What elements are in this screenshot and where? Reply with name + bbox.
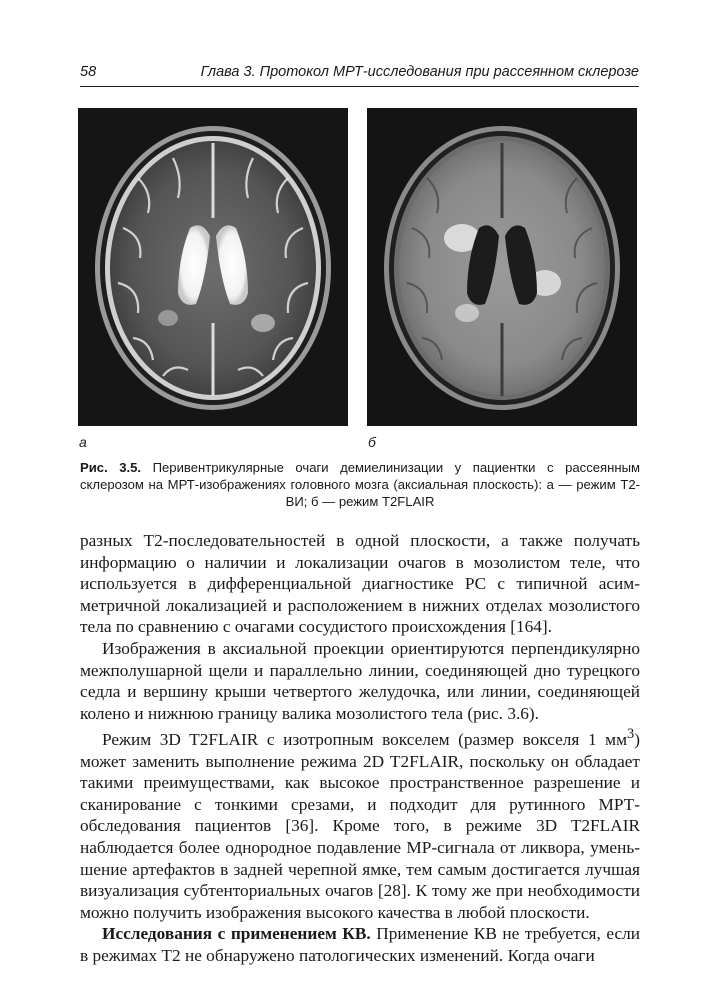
paragraph-3-part-1: Режим 3D T2FLAIR с изотропным вокселем (размер вокселя 1 мм bbox=[102, 730, 628, 750]
mri-image-flair bbox=[367, 108, 637, 426]
figure-panel-label-b: б bbox=[368, 434, 376, 450]
paragraph-4-heading: Исследования с применением КВ. bbox=[102, 924, 371, 944]
paragraph-2: Изображения в аксиальной проекции ориентируются перпендикулярно межполушарной щели и параллельно линии, соединяющей дно турецкого седла и вершину крыши четвертого желудочка, или линии, соединяющей колено и нижнюю границу валика мозолистого тела (рис. 3.6). bbox=[80, 638, 640, 723]
mri-flair-illustration bbox=[367, 108, 637, 426]
figure-panel-label-a: а bbox=[79, 434, 87, 450]
paragraph-4-text: Применение КВ не требуется, если в режимах T2 не обнаружено патологических изменений. Когда очаги bbox=[80, 924, 640, 966]
paragraph-3-part-2: ) может заменить выполнение режима 2D T2FLAIR, поскольку он обладает такими преимуществами, как высокое пространственное разрешение и сканирование с тонкими срезами, и подходит для рутинного МРТ-обследования пациентов [36]. Кроме того, в режиме 3D T2FLAIR наблюдается более однородное подавление МР-сигнала от ликвора, уменьшение артефактов в задней черепной ямке, тем самым достигается лучшая визуализация субтенториальных очагов [28]. К тому же при необходимости можно получить изображения высокого качества в любой плоскости. bbox=[80, 730, 640, 922]
figure-caption-text: Перивентрикулярные очаги демиелинизации у пациентки с рассеянным склерозом на МРТ-изображениях головного мозга (аксиальная плоскость): а — режим T2-ВИ; б — режим T2FLAIR bbox=[80, 460, 640, 509]
body-text bbox=[80, 530, 640, 967]
paragraph-3 bbox=[80, 724, 640, 923]
paragraph-4 bbox=[80, 923, 640, 966]
figure-caption-label: Рис. 3.5. bbox=[80, 460, 142, 475]
mri-image-t2 bbox=[78, 108, 348, 426]
paragraph-1: разных T2-последовательностей в одной плоскости, а также получать информацию о наличии и локализации очагов в мозолистом теле, что используется в дифференциальной диагностике РС с типичной асимметричной локализацией и расположением в нижних отделах мозолистого тела по сравнению с очагами сосудистого происхождения [164]. bbox=[80, 531, 640, 637]
superscript-three: 3 bbox=[627, 726, 635, 743]
running-header bbox=[80, 60, 639, 82]
running-title: Глава 3. Протокол МРТ-исследования при рассеянном склерозе bbox=[200, 64, 639, 80]
page-number: 58 bbox=[80, 64, 97, 80]
header-rule bbox=[80, 86, 639, 87]
mri-t2-illustration bbox=[78, 108, 348, 426]
figure-caption bbox=[80, 459, 640, 510]
